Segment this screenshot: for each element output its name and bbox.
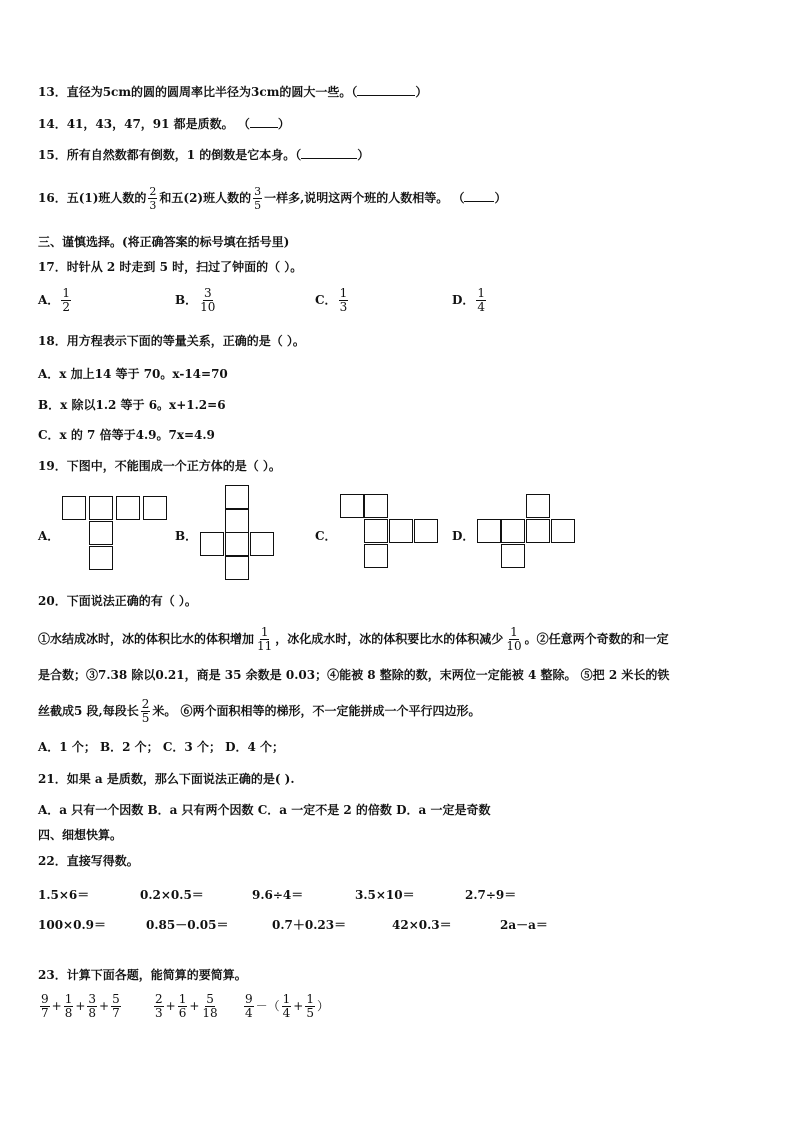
question-14: 14．41，43，47，91 都是质数。 （ ） (38, 117, 290, 131)
q19-option-b[interactable]: B． (175, 529, 198, 543)
expression-3: $\frac{9}{4}$ －（ $\frac{1}{4}$ + $\frac{1}{5}$ ） (245, 992, 330, 1020)
question-21: 21．如果 a 是质数，那么下面说法正确的是( ). (38, 772, 295, 786)
q20-options[interactable]: A．1 个； B．2 个； C．3 个； D．4 个； (38, 740, 285, 754)
calc-item: 0.7＋0.23＝ (272, 918, 347, 932)
calc-item: 0.2×0.5＝ (140, 888, 204, 902)
expression-1: $\frac{9}{7}$ + $\frac{1}{8}$ + $\frac{3}{8}$ + $\frac{5}{7}$ (41, 992, 120, 1020)
q18-option-b[interactable]: B．x 除以1.2 等于 6。x+1.2=6 (38, 398, 226, 412)
question-14-text: 14．41，43，47，91 都是质数。 （ (38, 117, 250, 131)
answer-blank[interactable] (464, 189, 494, 202)
q20-statement-line-3: 丝截成5 段,每段长 $\frac{2}{5}$ 米。 ⑥两个面积相等的梯形，不一定能拼成一个平行四边形。 (38, 697, 481, 725)
calc-item: 42×0.3＝ (392, 918, 452, 932)
q17-option-a[interactable]: A． $\frac{1}{2}$ (38, 286, 70, 314)
question-16: 16．五(1)班人数的 $\frac{2}{3}$ 和五(2)班人数的 $\frac{3}{5}$ 一样多,说明这两个班的人数相等。 （ ） (38, 185, 507, 212)
q21-options[interactable]: A．a 只有一个因数 B．a 只有两个因数 C．a 一定不是 2 的倍数 D．a 一定是奇数 (38, 803, 491, 817)
calc-item: 2a－a＝ (500, 918, 548, 932)
calc-item: 100×0.9＝ (38, 918, 106, 932)
q17-option-c[interactable]: C． $\frac{1}{3}$ (315, 286, 348, 314)
fraction: $\frac{3}{5}$ (254, 185, 262, 212)
q19-option-c[interactable]: C． (315, 529, 337, 543)
q17-option-d[interactable]: D． $\frac{1}{4}$ (452, 286, 486, 314)
question-19: 19．下图中，不能围成一个正方体的是（ ）。 (38, 459, 281, 473)
answer-blank[interactable] (250, 115, 278, 128)
question-13: 13．直径为5cm的圆的圆周率比半径为3cm的圆大一些。（ ） (38, 85, 428, 99)
q20-statement-line-1: ①水结成冰时，冰的体积比水的体积增加 $\frac{1}{11}$ ，冰化成水时，冰的体积要比水的体积减少 $\frac{1}{10}$ 。②任意两个奇数的和一定 (38, 625, 669, 653)
calc-item: 2.7÷9＝ (465, 888, 517, 902)
q19-option-d[interactable]: D． (452, 529, 475, 543)
section-3-heading: 三、谨慎选择。(将正确答案的标号填在括号里) (38, 235, 290, 249)
calc-item: 1.5×6＝ (38, 888, 90, 902)
question-13-text: 13．直径为5cm的圆的圆周率比半径为3cm的圆大一些。（ (38, 85, 358, 99)
expression-2: $\frac{2}{3}$ + $\frac{1}{6}$ + $\frac{5}{18}$ (155, 992, 218, 1020)
question-15-text: 15．所有自然数都有倒数，1 的倒数是它本身。（ (38, 148, 302, 162)
answer-blank[interactable] (357, 83, 415, 96)
q17-option-b[interactable]: B． $\frac{3}{10}$ (175, 286, 216, 314)
section-4-heading: 四、细想快算。 (38, 828, 123, 842)
question-20: 20．下面说法正确的有（ ）。 (38, 594, 197, 608)
q19-option-a[interactable]: A． (38, 529, 60, 543)
question-23: 23．计算下面各题，能简算的要简算。 (38, 968, 247, 982)
q18-option-a[interactable]: A．x 加上14 等于 70。x-14=70 (38, 367, 228, 381)
question-22: 22．直接写得数。 (38, 854, 139, 868)
calc-item: 3.5×10＝ (355, 888, 415, 902)
fraction: $\frac{2}{3}$ (149, 185, 157, 212)
q20-statement-line-2: 是合数；③7.38 除以0.21，商是 35 余数是 0.03；④能被 8 整除的数，末两位一定能被 4 整除。 ⑤把 2 米长的铁 (38, 668, 670, 682)
calc-item: 0.85－0.05＝ (146, 918, 229, 932)
question-17: 17．时针从 2 时走到 5 时，扫过了钟面的（ ）。 (38, 260, 303, 274)
calc-item: 9.6÷4＝ (252, 888, 304, 902)
q18-option-c[interactable]: C．x 的 7 倍等于4.9。7x=4.9 (38, 428, 215, 442)
question-18: 18．用方程表示下面的等量关系，正确的是（ ）。 (38, 334, 305, 348)
question-15: 15．所有自然数都有倒数，1 的倒数是它本身。（ ） (38, 148, 370, 162)
answer-blank[interactable] (301, 146, 357, 159)
